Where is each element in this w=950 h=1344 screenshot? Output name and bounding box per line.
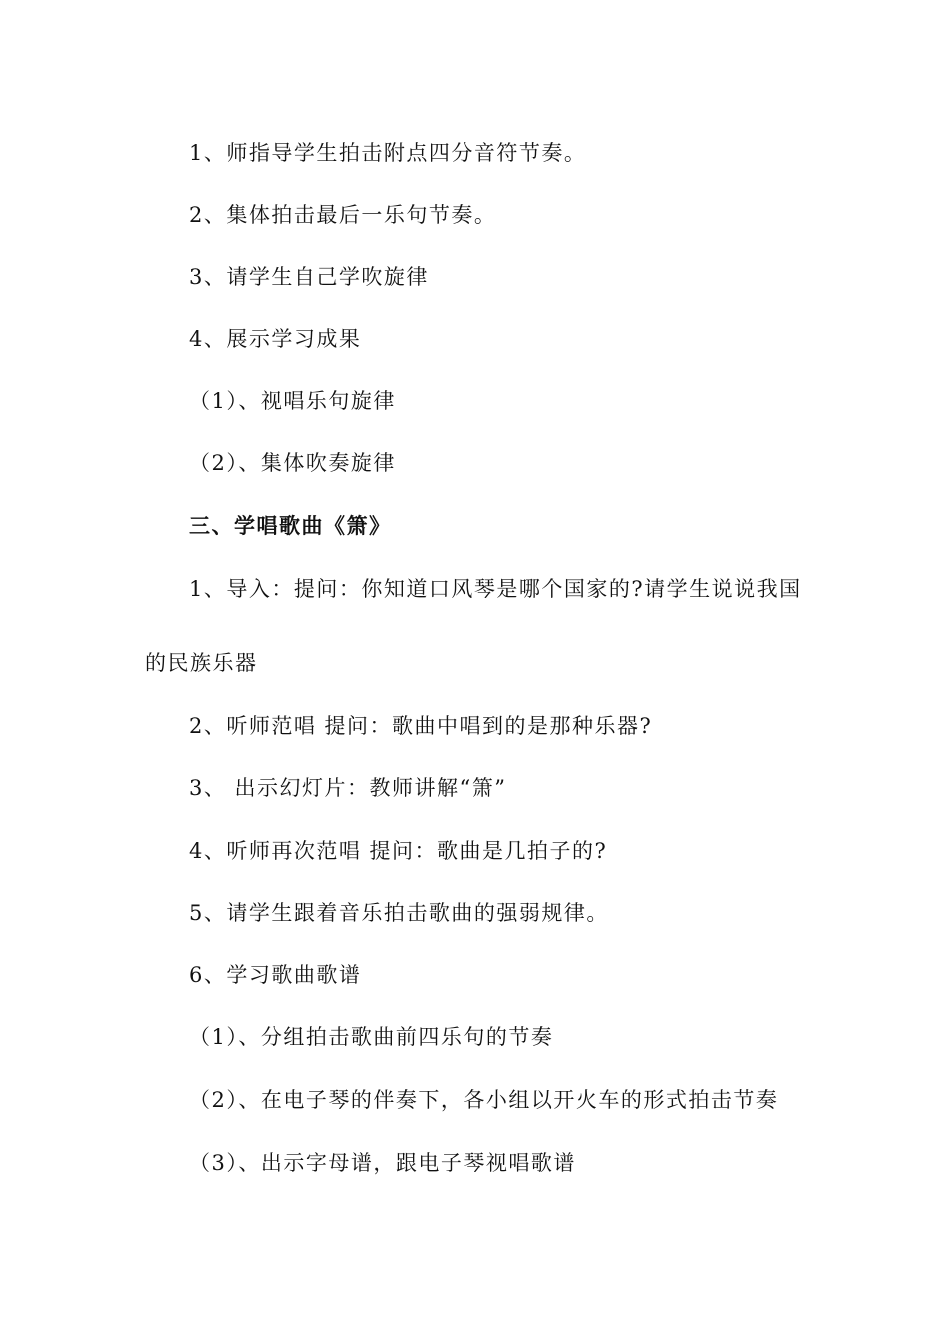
- step-4-show-results: 4、展示学习成果: [189, 327, 362, 351]
- song-step-2-listen: 2、听师范唱 提问：歌曲中唱到的是那种乐器?: [189, 714, 653, 738]
- section-heading-learn-song: 三、学唱歌曲《箫》: [189, 513, 392, 538]
- song-step-3-slides: 3、 出示幻灯片：教师讲解“箫”: [189, 776, 507, 800]
- score-substep-2: （2）、在电子琴的伴奏下，各小组以开火车的形式拍击节奏: [189, 1088, 779, 1112]
- step-3-learn-melody: 3、请学生自己学吹旋律: [189, 265, 429, 289]
- score-substep-3: （3）、出示字母谱，跟电子琴视唱歌谱: [189, 1151, 576, 1175]
- substep-1-sight-sing: （1）、视唱乐句旋律: [189, 389, 396, 413]
- song-step-6-learn-score: 6、学习歌曲歌谱: [189, 963, 362, 987]
- song-step-1-intro: 1、导入：提问：你知道口风琴是哪个国家的?请学生说说我国: [189, 577, 802, 601]
- step-2-collective-clap: 2、集体拍击最后一乐句节奏。: [189, 203, 497, 227]
- step-1-clap-rhythm: 1、师指导学生拍击附点四分音符节奏。: [189, 141, 587, 165]
- song-step-4-listen-again: 4、听师再次范唱 提问：歌曲是几拍子的?: [189, 839, 608, 863]
- song-step-5-strong-weak: 5、请学生跟着音乐拍击歌曲的强弱规律。: [189, 901, 609, 925]
- score-substep-1: （1）、分组拍击歌曲前四乐句的节奏: [189, 1025, 554, 1049]
- substep-2-collective-play: （2）、集体吹奏旋律: [189, 451, 396, 475]
- song-step-1-intro-continued: 的民族乐器: [145, 651, 258, 675]
